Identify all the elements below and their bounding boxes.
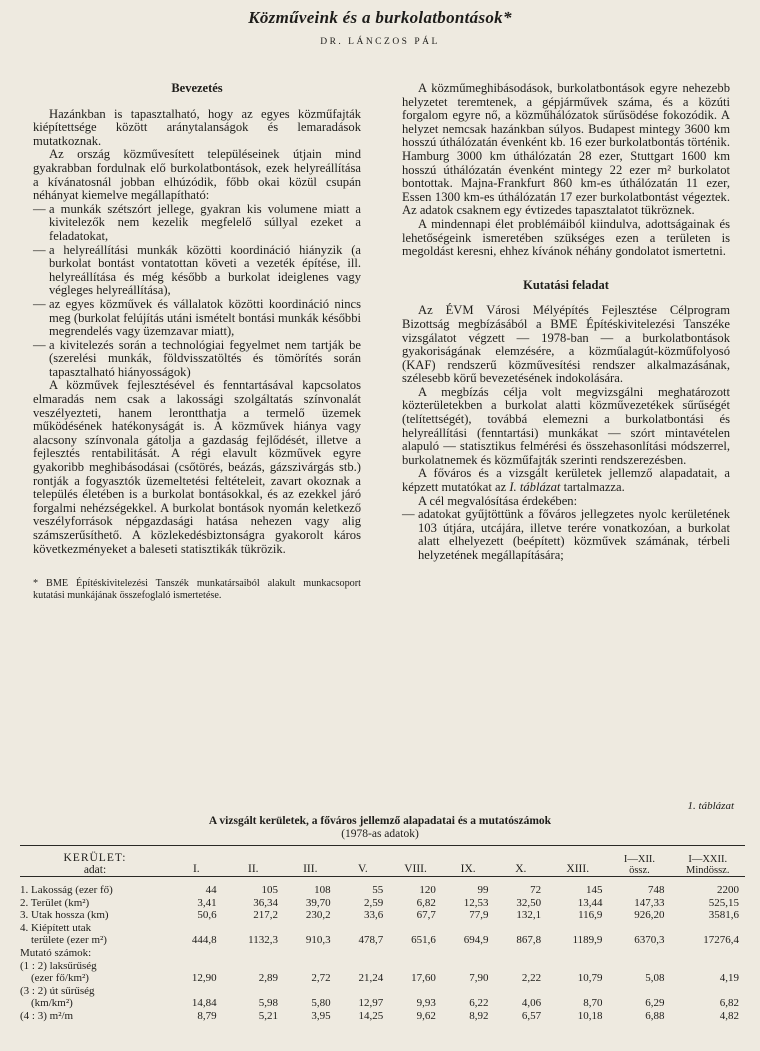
- table-cell: [608, 960, 670, 973]
- table-cell: 2,72: [311, 972, 331, 985]
- table-cell: 1189,9: [572, 934, 603, 947]
- table-subtitle: (1978-as adatok): [341, 828, 419, 840]
- table-cell: [284, 947, 337, 960]
- row-label: 2. Terület (km²): [20, 896, 90, 909]
- row-label: (4 : 3) m²/m: [20, 1009, 74, 1022]
- table-cell: 3,41: [197, 896, 217, 909]
- table-cell: [223, 960, 284, 973]
- table-cell: 2200: [717, 884, 739, 896]
- paragraph: A közműmeghibásodások, burkolatbontások egyre nehezebb helyzetet teremtenek, a gépjárművek száma, és a közúti forgalom egyre nő, a közműhálózatok sűrűsödése fokozódik. A helyzet nemcsak hazánkban súlyos. Budapest mintegy 3600 km hosszú úthálózatán évenként kb. 16 ezer burkolatbontás történik. Hamburg 3000 km úthálózatán 28 ezer, Stuttgart 1600 km hosszú úthálózatán évenként mintegy 22 ezer m² burkolatot bontottak. Majna-Frankfurt 860 km-es úthálózatán 11 ezer, Essen 1300 km-es úthálózatán 17 ezer burkolatbontást végeztek. Az adatok csaknem egy évtizedes tapasztalatot tükröznek.: [402, 81, 730, 218]
- table-reference: I. táblázat: [509, 480, 561, 495]
- table-cell: [337, 947, 390, 960]
- table-cell: 6,82: [719, 997, 739, 1010]
- row-label: területe (ezer m²): [20, 934, 107, 947]
- table-cell: [223, 922, 284, 935]
- paragraph: Az ország közművesített településeinek útjain mind gyakrabban fordulnak elő burkolatbontások, ezek helyreállítása a kívánatosnál jobban elhúzódik, főbb okai közül csupán néhányat kiemelve megállapítható:: [33, 147, 361, 203]
- table-cell: 867,8: [516, 934, 542, 947]
- table-cell: 5,98: [258, 997, 278, 1010]
- table-cell: 6,82: [416, 896, 436, 909]
- row-label: 3. Utak hossza (km): [20, 909, 109, 922]
- table-cell: 145: [585, 884, 603, 896]
- column-header: [670, 846, 745, 877]
- table-cell: 6,29: [645, 997, 665, 1010]
- text-run: A főváros és a vizsgált kerületek jellemző alapadatait, a képzett mutatókat az: [402, 466, 730, 495]
- column-header: VIII.: [389, 846, 442, 877]
- table-cell: 12,90: [191, 972, 217, 985]
- text-run: tartalmazza.: [560, 480, 625, 495]
- reason-list: [33, 203, 361, 380]
- table-cell: 14,25: [358, 1009, 384, 1022]
- table-cell: [284, 960, 337, 973]
- table-cell: 5,08: [645, 972, 665, 985]
- table-row: [20, 934, 745, 947]
- paragraph: Hazánkban is tapasztalható, hogy az egyes közműfajták kiépítettsége között aránytalanságok és lemaradások mutatkoznak.: [33, 106, 361, 148]
- table-cell: 2,89: [258, 972, 278, 985]
- table-cell: [670, 947, 745, 960]
- table-cell: 108: [314, 884, 331, 896]
- table-row: [20, 884, 745, 897]
- column-header: V.: [337, 846, 390, 877]
- table-cell: 116,9: [578, 909, 603, 922]
- table-cell: 651,6: [411, 934, 436, 947]
- table-cell: [223, 985, 284, 998]
- table-cell: [170, 985, 223, 998]
- corner-header-bottom: adat:: [83, 864, 107, 876]
- table-cell: 8,92: [469, 1009, 489, 1022]
- table-cell: [608, 922, 670, 935]
- table-cell: 6,88: [645, 1009, 665, 1022]
- table-cell: [223, 947, 284, 960]
- table-cell: 99: [477, 884, 489, 896]
- table-cell: [337, 985, 390, 998]
- table-cell: 694,9: [463, 934, 489, 947]
- table-cell: 4,19: [719, 972, 739, 985]
- table-cell: 147,33: [634, 896, 665, 909]
- row-label: (3 : 2) út sűrűség: [20, 984, 95, 997]
- table-cell: 217,2: [253, 909, 278, 922]
- table-cell: [494, 922, 547, 935]
- table-cell: [494, 947, 547, 960]
- table-cell: 478,7: [358, 934, 384, 947]
- paragraph: [402, 467, 730, 494]
- table-cell: 14,84: [191, 997, 217, 1010]
- table-cell: [284, 922, 337, 935]
- paragraph: A cél megvalósítása érdekében:: [418, 493, 578, 508]
- column-header-label: I—XXII.: [688, 854, 728, 865]
- table-cell: 5,21: [258, 1009, 278, 1022]
- paragraph: A mindennapi élet problémáiból kiindulva, adottságainak és lehetőségeink ismeretében szükséges ezen a területen is megoldást keresni, ehhez kívánok néhány gondolatot ismertetni.: [402, 216, 730, 259]
- table-cell: 10,79: [577, 972, 603, 985]
- table-cell: [442, 922, 495, 935]
- list-item: — a kivitelezés során a technológiai fegyelmet nem tartják be (szerelési munkák, földvisszatöltés és tömörítés során tapasztalható hiányosságok): [33, 339, 361, 380]
- article-title: Közműveink és a burkolatbontások*: [248, 8, 512, 27]
- table-cell: 9,93: [416, 997, 436, 1010]
- column-header: II.: [223, 846, 284, 877]
- table-cell: [170, 947, 223, 960]
- table-cell: 13,44: [577, 896, 603, 909]
- table-cell: 4,82: [719, 1009, 739, 1022]
- table-cell: 6,57: [521, 1009, 542, 1022]
- table-cell: [389, 922, 442, 935]
- column-header-note: Mindössz.: [686, 865, 730, 876]
- column-header: [608, 846, 670, 877]
- table-cell: 72: [530, 884, 542, 896]
- paragraph: A közművek fejlesztésével és fenntartásával kapcsolatos elmaradás nem csak a lakossági szolgáltatás színvonalát veszélyezteti, hanem lerontthatja a termelő üzemek működésének hatékonyságát is. A közművek hiánya vagy alacsony színvonala gátolja a gazdaság fejlődését, illetve a fejlesztés rentabilitását. A régi elavult közművek egyre gyakoribb meghibásodásai (csőtörés, beázás, gázszivárgás stb.) rontják a fogyasztók üzemeltetési feltételeit, zavart okoznak a település életében is a burkolat bontásokkal, és az ezekkel járó forgalmi nehézségekkel. A burkolat bontások nyomán keletkező veszélyforrások népgazdasági hatása nehezen vagy alig számszerűsíthető. A közlekedésbiztonságra gyakorolt káros következményeket a baleseti statisztikák tükrözik.: [33, 378, 361, 556]
- table-cell: [170, 960, 223, 973]
- table-cell: [494, 960, 547, 973]
- table-cell: 8,79: [197, 1009, 217, 1022]
- column-header: XIII.: [547, 846, 608, 877]
- column-header: I.: [170, 846, 223, 877]
- spacer-row: [20, 877, 745, 885]
- table-cell: 3,95: [311, 1009, 331, 1022]
- table-header-row: [20, 846, 745, 877]
- column-header-label: I—XII.: [623, 854, 656, 865]
- table-cell: 21,24: [358, 972, 384, 985]
- table-row: [20, 972, 745, 985]
- right-column: [402, 82, 730, 563]
- table-cell: [494, 985, 547, 998]
- table-cell: 2,22: [521, 972, 542, 985]
- table-cell: 50,6: [197, 909, 217, 922]
- table-cell: 55: [372, 884, 384, 896]
- table-cell: 5,80: [311, 997, 331, 1010]
- table-cell: 44: [205, 884, 217, 896]
- table-row: [20, 997, 745, 1010]
- row-label: (km/km²): [20, 997, 73, 1010]
- section-heading-introduction: Bevezetés: [171, 81, 223, 95]
- table-cell: 3581,6: [708, 909, 739, 922]
- table-cell: 230,2: [305, 909, 331, 922]
- table-cell: 12,97: [358, 997, 384, 1010]
- table-tag: 1. táblázat: [687, 800, 734, 812]
- list-item: — a helyreállítási munkák közötti koordináció hiányzik (a burkolat bontást vontatottan követi a vezeték építése, ill. helyreállítása és még később a burkolat ideiglenes vagy végleges helyreállítása),: [33, 244, 361, 298]
- table-cell: 2,59: [363, 896, 384, 909]
- table-cell: 10,18: [577, 1009, 603, 1022]
- paragraph: A megbízás célja volt megvizsgálni meghatározott közterületekben a burkolat alatti közművezetékek sűrűségét (telítettségét), továbbá elemezni a burkolatbontási és helyreállítási (fenntartási) munkákat — szórt mintavételen alapuló — statisztikus felmérési és összehasonlítási módszerrel, burkolatnemek és közműfajták szerinti rendszerezésben.: [402, 384, 730, 467]
- row-label: 4. Kiépített utak: [20, 921, 92, 934]
- table-cell: 525,15: [708, 896, 739, 909]
- table-cell: [389, 960, 442, 973]
- table-cell: 36,34: [253, 896, 278, 909]
- table-cell: [442, 947, 495, 960]
- table-cell: 6,22: [469, 997, 489, 1010]
- table-cell: [442, 960, 495, 973]
- table-cell: [337, 960, 390, 973]
- list-item: — az egyes közművek és vállalatok közötti koordináció nincs meg (burkolat felújítás utáni ismételt bontási munkák későbbi megrendelés vagy üzemzavar miatt),: [33, 298, 361, 339]
- row-label: (ezer fő/km²): [20, 972, 89, 985]
- table-cell: [337, 922, 390, 935]
- table-row: [20, 947, 745, 960]
- table-cell: [670, 922, 745, 935]
- table-cell: 33,6: [363, 909, 384, 922]
- data-table: [20, 845, 745, 1023]
- column-header: III.: [284, 846, 337, 877]
- table-cell: [170, 922, 223, 935]
- row-label: 1. Lakosság (ezer fő): [20, 884, 113, 896]
- column-header: IX.: [442, 846, 495, 877]
- table-cell: [670, 985, 745, 998]
- table-cell: 132,1: [516, 909, 542, 922]
- table-row: [20, 909, 745, 922]
- table-cell: 926,20: [634, 909, 665, 922]
- table-cell: 9,62: [416, 1009, 436, 1022]
- table-cell: 32,50: [516, 896, 542, 909]
- table-row: [20, 985, 745, 998]
- list-item: — a munkák szétszórt jellege, gyakran kis volumene miatt a kivitelezők nem kezelik megfelelő súllyal ezeket a feladatokat,: [33, 203, 361, 244]
- table-cell: [389, 985, 442, 998]
- list-item: — adatokat gyűjtöttünk a főváros jellegzetes nyolc kerületének 103 útjára, utcájára, illetve terére vonatkozóan, a burkolat alatt elhelyezett (beépített) közművek számának, térbeli helyzetének megállapítására;: [402, 508, 730, 562]
- table-cell: 7,90: [469, 972, 489, 985]
- column-header-note: össz.: [629, 865, 650, 876]
- table-cell: [547, 985, 608, 998]
- table-cell: [547, 947, 608, 960]
- table-cell: [547, 922, 608, 935]
- table-cell: 77,9: [469, 909, 489, 922]
- table-body: [20, 877, 745, 1023]
- table-cell: 6370,3: [634, 934, 665, 947]
- table-cell: [442, 985, 495, 998]
- row-label: (1 : 2) laksűrűség: [20, 959, 97, 972]
- table-cell: 444,8: [191, 934, 217, 947]
- table-cell: 17,60: [411, 972, 436, 985]
- table-row: [20, 897, 745, 910]
- table-cell: 910,3: [305, 934, 331, 947]
- table-cell: 17276,4: [703, 934, 739, 947]
- table-cell: [284, 985, 337, 998]
- table-title: [0, 815, 760, 841]
- table-cell: [389, 947, 442, 960]
- row-label: Mutató számok:: [20, 946, 92, 959]
- left-column: [33, 82, 361, 602]
- paragraph: Az ÉVM Városi Mélyépítés Fejlesztése Célprogram Bizottság megbízásából a BME Építéskivitelezési Tanszéke vizsgálatot végzett — 1978-ban — a burkolatbontások gyakoriságának elemzésére, a közműalagút-közműfolyosó (KAF) rendszerű közművesítési rendszer alkalmazásának, szélesebb körű bevezetésének indokolására.: [402, 303, 730, 386]
- corner-header: [20, 846, 170, 877]
- table-row: [20, 922, 745, 935]
- table-cell: 39,70: [305, 896, 331, 909]
- table-cell: 12,53: [463, 896, 489, 909]
- goal-list: [402, 508, 730, 562]
- table-cell: 4,06: [521, 997, 542, 1010]
- corner-header-top: KERÜLET:: [63, 852, 127, 864]
- table-cell: [670, 960, 745, 973]
- table-cell: [608, 985, 670, 998]
- table-row: [20, 1010, 745, 1023]
- table-cell: 748: [647, 884, 665, 896]
- section-heading-research-task: Kutatási feladat: [523, 277, 609, 292]
- table-cell: 8,70: [583, 997, 603, 1010]
- table-cell: 105: [261, 884, 278, 896]
- table-cell: [547, 960, 608, 973]
- footnote: * BME Építéskivitelezési Tanszék munkatársaiból alakult munkacsoport kutatási munkájának összefoglaló ismertetése.: [33, 578, 361, 601]
- table-title-text: A vizsgált kerületek, a főváros jellemző alapadatai és a mutatószámok: [208, 815, 552, 827]
- article-author: DR. LÁNCZOS PÁL: [320, 37, 440, 47]
- table-cell: [608, 947, 670, 960]
- table-row: [20, 960, 745, 973]
- column-header: X.: [494, 846, 547, 877]
- table-cell: 67,7: [416, 909, 436, 922]
- table-cell: 1132,3: [248, 934, 278, 947]
- table-cell: 120: [419, 884, 436, 896]
